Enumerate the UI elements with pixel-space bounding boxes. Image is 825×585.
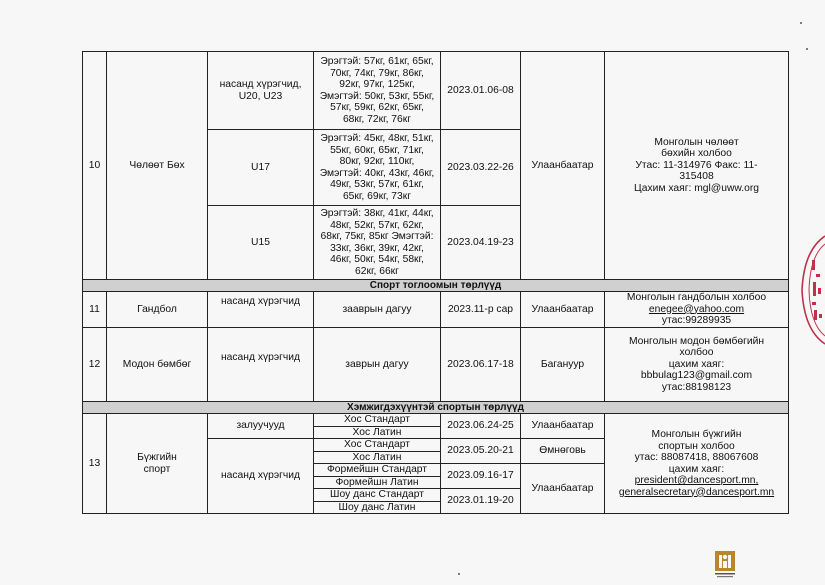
event-date: 2023.11-р сар — [441, 292, 521, 328]
event-date: 2023.01.06-08 — [441, 52, 521, 130]
section-header-row — [83, 402, 789, 414]
event-type: Хос Латин — [314, 451, 441, 464]
competition-schedule-table — [82, 51, 789, 514]
age-group: U17 — [208, 130, 314, 206]
age-group: насанд хүрэгчид, U20, U23 — [208, 52, 314, 130]
row-number: 10 — [83, 52, 107, 280]
section-title-sports-games: Спорт тоглоомын төрлүүд — [83, 280, 789, 292]
event-type: Шоу данс Латин — [314, 501, 441, 514]
row-number: 12 — [83, 328, 107, 402]
emblem-logo — [712, 547, 738, 579]
event-date: 2023.09.16-17 — [441, 464, 521, 489]
event-location: Улаанбаатар — [521, 292, 605, 328]
section-header-row — [83, 280, 789, 292]
scan-speck — [458, 573, 460, 575]
event-date: 2023.06.24-25 — [441, 414, 521, 439]
federation-contact: Монголын бүжгийн спортын холбоо утас: 88087418, 88067608 цахим хаяг: president@dancesport.mn, generalsecretary@dancesport.mn — [605, 414, 789, 514]
event-type: Формейшн Стандарт — [314, 464, 441, 477]
event-date: 2023.05.20-21 — [441, 439, 521, 464]
sport-name: Модон бөмбөг — [107, 328, 208, 402]
weight-classes: Эрэгтэй: 38кг, 41кг, 44кг, 48кг, 52кг, 57кг, 62кг, 68кг, 75кг, 85кг Эмэгтэй: 33кг, 36кг, 39кг, 42кг, 46кг, 50кг, 54кг, 58кг, 62кг, 66кг — [314, 206, 441, 280]
table-row — [83, 328, 789, 402]
event-location: Улаанбаатар — [521, 52, 605, 280]
sport-name: Чөлөөт Бөх — [107, 52, 208, 280]
weight-classes: Эрэгтэй: 45кг, 48кг, 51кг, 55кг, 60кг, 65кг, 71кг, 80кг, 92кг, 110кг, Эмэгтэй: 40кг, 43кг, 46кг, 49кг, 53кг, 57кг, 61кг, 65кг, 69кг, 73кг — [314, 130, 441, 206]
event-date: 2023.04.19-23 — [441, 206, 521, 280]
scan-speck — [806, 48, 808, 50]
federation-contact: Монголын чөлөөт бөхийн холбоо Утас: 11-314976 Факс: 11- 315408 Цахим хаяг: mgl@uww.org — [605, 52, 789, 280]
email-link[interactable]: president@dancesport.mn, — [634, 475, 759, 486]
seal-stamp-fragment — [798, 230, 825, 350]
federation-contact: Монголын модон бөмбөгийн холбоо цахим хаяг: bbbulag123@gmail.com утас:88198123 — [605, 328, 789, 402]
event-type: Хос Латин — [314, 426, 441, 439]
event-location: Багануур — [521, 328, 605, 402]
row-number: 11 — [83, 292, 107, 328]
event-type: Шоу данс Стандарт — [314, 489, 441, 502]
event-type: Хос Стандарт — [314, 414, 441, 427]
table-row — [83, 292, 789, 328]
event-type: Хос Стандарт — [314, 439, 441, 452]
sport-name: Гандбол — [107, 292, 208, 328]
event-location: Өмнөговь — [521, 439, 605, 464]
age-group: залуучууд — [208, 414, 314, 439]
event-date: 2023.03.22-26 — [441, 130, 521, 206]
event-location: Улаанбаатар — [521, 464, 605, 514]
email-link[interactable]: enegee@yahoo.com — [648, 303, 745, 315]
table-row — [83, 52, 789, 130]
scan-speck — [800, 22, 802, 24]
row-number: 13 — [83, 414, 107, 514]
weight-classes: Эрэгтэй: 57кг, 61кг, 65кг, 70кг, 74кг, 79кг, 86кг, 92кг, 97кг, 125кг, Эмэгтэй: 50кг, 53кг, 55кг, 57кг, 59кг, 62кг, 65кг, 68кг, 72кг, 76кг — [314, 52, 441, 130]
age-group: насанд хүрэгчид — [208, 328, 314, 402]
age-group: насанд хүрэгчид — [208, 292, 314, 328]
weight-classes: зааврын дагуу — [314, 292, 441, 328]
section-title-measured-sports: Хэмжигдэхүүнтэй спортын төрлүүд — [83, 402, 789, 414]
event-date: 2023.01.19-20 — [441, 489, 521, 514]
table-row — [83, 414, 789, 427]
sport-name: Бүжгийн спорт — [107, 414, 208, 514]
age-group: U15 — [208, 206, 314, 280]
federation-contact: Монголын гандболын холбоо enegee@yahoo.com утас:99289935 — [605, 292, 789, 328]
event-type: Формейшн Латин — [314, 476, 441, 489]
email-link[interactable]: generalsecretary@dancesport.mn — [618, 486, 775, 498]
age-group: насанд хүрэгчид — [208, 439, 314, 514]
event-location: Улаанбаатар — [521, 414, 605, 439]
event-date: 2023.06.17-18 — [441, 328, 521, 402]
weight-classes: заврын дагуу — [314, 328, 441, 402]
